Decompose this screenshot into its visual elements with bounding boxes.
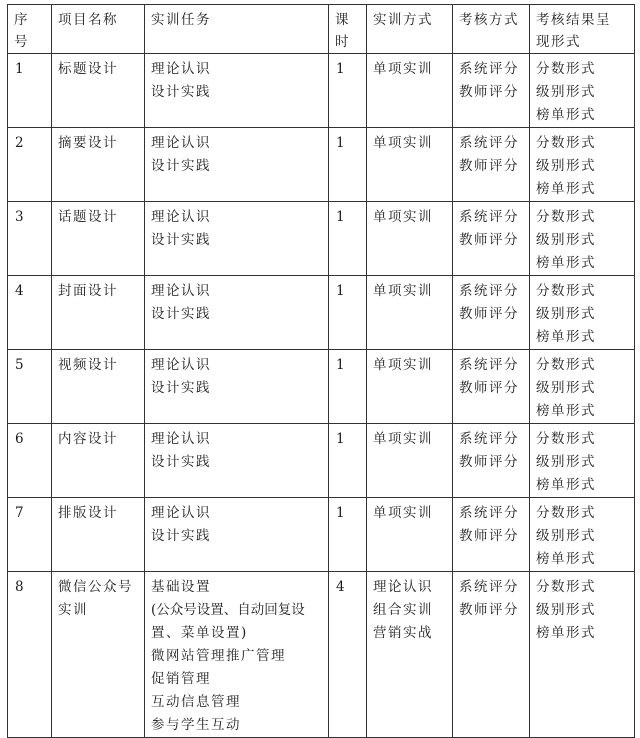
cell-line: 榜单形式 [536,255,596,271]
cell-assessment-method [453,350,530,424]
cell-result-format [530,572,635,738]
cell-line: 理论认识 [151,135,211,151]
cell-no: 6 [8,424,52,498]
cell-no: 3 [8,202,52,276]
cell-line: 促销管理 [151,671,211,687]
cell-hours: 4 [329,572,367,738]
cell-line: 理论认识 [373,579,433,595]
header-project-name: 项目名称 [52,5,145,54]
cell-line: 单项实训 [373,283,433,299]
cell-line: 营销实战 [373,625,433,641]
cell-line: 单项实训 [373,357,433,373]
header-no: 序 号 [8,5,52,54]
cell-line: 理论认识 [151,357,211,373]
cell-line: 设计实践 [151,232,211,248]
cell-line: 榜单形式 [536,403,596,419]
cell-line: 单项实训 [373,431,433,447]
cell-line: 级别形式 [536,454,596,470]
cell-training-mode [367,350,453,424]
cell-line: 置、菜单设置) [151,625,248,641]
cell-no: 5 [8,350,52,424]
cell-assessment-method [453,54,530,128]
cell-training-tasks [145,350,329,424]
cell-line: 设计实践 [151,380,211,396]
table-row [8,202,635,276]
cell-line: 系统评分 [459,431,519,447]
cell-assessment-method [453,424,530,498]
cell-line: 系统评分 [459,135,519,151]
cell-result-format [530,424,635,498]
cell-line: 分数形式 [536,283,596,299]
header-training-tasks: 实训任务 [145,5,329,54]
cell-line: 教师评分 [459,528,519,544]
cell-project-name [52,128,145,202]
cell-hours: 1 [329,424,367,498]
cell-line: 微网站管理推广管理 [151,648,286,664]
cell-line: 系统评分 [459,283,519,299]
cell-training-mode [367,128,453,202]
cell-line: 榜单形式 [536,107,596,123]
cell-hours: 1 [329,498,367,572]
cell-result-format [530,350,635,424]
cell-line: 系统评分 [459,505,519,521]
cell-result-format [530,276,635,350]
cell-line: 级别形式 [536,232,596,248]
training-plan-document [7,4,635,738]
cell-line: 设计实践 [151,306,211,322]
training-plan-table [7,4,635,738]
cell-line: 摘要设计 [58,135,118,151]
cell-line: 标题设计 [58,61,118,77]
cell-line: 教师评分 [459,602,519,618]
cell-training-mode [367,202,453,276]
cell-line: 分数形式 [536,209,596,225]
cell-line: 分数形式 [536,135,596,151]
cell-training-mode [367,54,453,128]
header-hours: 课 时 [329,5,367,54]
cell-project-name [52,572,145,738]
cell-line: (公众号设置、自动回复设 [151,602,305,618]
cell-line: 级别形式 [536,602,596,618]
cell-training-mode [367,498,453,572]
cell-line: 实训 [58,602,88,618]
cell-hours: 1 [329,350,367,424]
cell-training-tasks [145,128,329,202]
cell-line: 组合实训 [373,602,433,618]
table-row [8,54,635,128]
cell-result-format [530,54,635,128]
cell-line: 单项实训 [373,135,433,151]
cell-training-tasks [145,202,329,276]
cell-line: 系统评分 [459,357,519,373]
cell-line: 分数形式 [536,505,596,521]
header-assessment-method: 考核方式 [453,5,530,54]
cell-project-name [52,276,145,350]
cell-line: 级别形式 [536,158,596,174]
cell-hours: 1 [329,128,367,202]
cell-line: 互动信息管理 [151,694,241,710]
cell-line: 系统评分 [459,579,519,595]
cell-training-tasks [145,498,329,572]
table-row [8,350,635,424]
cell-line: 设计实践 [151,84,211,100]
cell-line: 话题设计 [58,209,118,225]
cell-training-tasks [145,424,329,498]
cell-no: 8 [8,572,52,738]
cell-line: 教师评分 [459,454,519,470]
header-training-mode: 实训方式 [367,5,453,54]
cell-result-format [530,202,635,276]
cell-line: 分数形式 [536,61,596,77]
cell-no: 7 [8,498,52,572]
cell-training-mode [367,276,453,350]
cell-line: 理论认识 [151,505,211,521]
cell-line: 分数形式 [536,357,596,373]
cell-line: 排版设计 [58,505,118,521]
cell-result-format [530,498,635,572]
cell-line: 分数形式 [536,431,596,447]
cell-assessment-method [453,498,530,572]
table-row [8,424,635,498]
cell-assessment-method [453,276,530,350]
cell-training-mode [367,424,453,498]
cell-assessment-method [453,572,530,738]
cell-line: 级别形式 [536,84,596,100]
cell-line: 系统评分 [459,209,519,225]
cell-line: 教师评分 [459,232,519,248]
cell-no: 1 [8,54,52,128]
cell-line: 设计实践 [151,528,211,544]
cell-line: 参与学生互动 [151,717,241,733]
header-result-format: 考核结果呈 现形式 [530,5,635,54]
cell-line: 榜单形式 [536,329,596,345]
cell-line: 榜单形式 [536,477,596,493]
table-row [8,276,635,350]
cell-project-name [52,202,145,276]
cell-assessment-method [453,202,530,276]
cell-line: 内容设计 [58,431,118,447]
cell-project-name [52,54,145,128]
cell-line: 理论认识 [151,209,211,225]
cell-training-tasks [145,276,329,350]
cell-project-name [52,424,145,498]
cell-assessment-method [453,128,530,202]
table-body [8,54,635,738]
table-row [8,128,635,202]
cell-project-name [52,350,145,424]
cell-result-format [530,128,635,202]
cell-line: 理论认识 [151,283,211,299]
cell-no: 2 [8,128,52,202]
cell-line: 设计实践 [151,158,211,174]
cell-line: 理论认识 [151,61,211,77]
cell-line: 榜单形式 [536,551,596,567]
cell-line: 单项实训 [373,505,433,521]
cell-line: 单项实训 [373,61,433,77]
cell-line: 分数形式 [536,579,596,595]
cell-hours: 1 [329,202,367,276]
cell-line: 系统评分 [459,61,519,77]
cell-training-mode [367,572,453,738]
cell-line: 教师评分 [459,380,519,396]
cell-line: 微信公众号 [58,579,133,595]
cell-line: 封面设计 [58,283,118,299]
cell-line: 级别形式 [536,380,596,396]
table-row [8,572,635,738]
cell-training-tasks [145,54,329,128]
cell-line: 榜单形式 [536,625,596,641]
table-header-row [8,5,635,54]
cell-line: 视频设计 [58,357,118,373]
cell-line: 设计实践 [151,454,211,470]
cell-line: 教师评分 [459,306,519,322]
cell-line: 级别形式 [536,528,596,544]
table-row [8,498,635,572]
cell-line: 教师评分 [459,84,519,100]
cell-hours: 1 [329,54,367,128]
cell-line: 单项实训 [373,209,433,225]
cell-line: 教师评分 [459,158,519,174]
cell-hours: 1 [329,276,367,350]
cell-project-name [52,498,145,572]
cell-line: 理论认识 [151,431,211,447]
cell-line: 榜单形式 [536,181,596,197]
cell-training-tasks [145,572,329,738]
cell-line: 基础设置 [151,579,211,595]
cell-line: 级别形式 [536,306,596,322]
cell-no: 4 [8,276,52,350]
